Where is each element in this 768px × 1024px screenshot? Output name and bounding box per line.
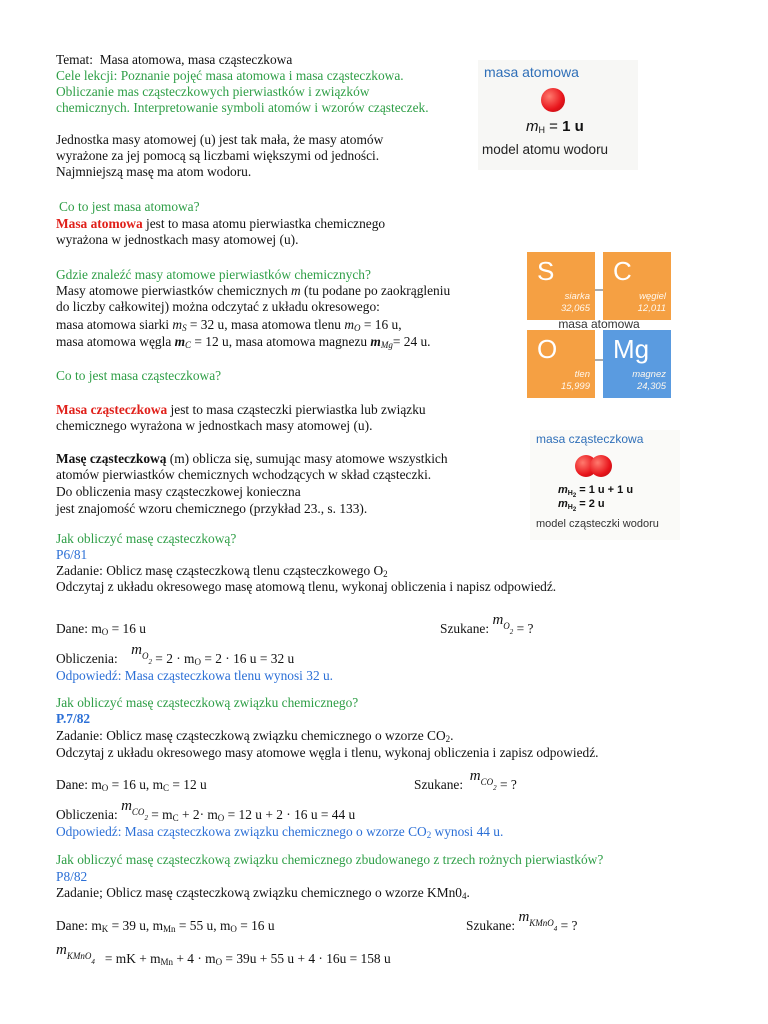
- hydrogen-atom-sphere: [541, 88, 565, 112]
- ex1-reference: P6/81: [56, 547, 88, 562]
- molecular-calc-term: Masę cząsteczkową: [56, 451, 167, 466]
- hydrogen-mass-formula: $m_H = 1$ u: [526, 118, 584, 135]
- tiles-center-label: masa atomowa: [558, 317, 640, 331]
- ex2-given: Dane: $m_O = 16$ u, $m_C = 12$ u: [56, 777, 207, 793]
- intro-line-3: Najmniejszą masę ma atom wodoru.: [56, 164, 252, 179]
- atomic-mass-definition-line-1: Masa atomowa jest to masa atomu pierwiastka chemicznego: [56, 216, 386, 231]
- figure-element-tiles: [527, 250, 671, 400]
- question-atomic-mass: Co to jest masa atomowa?: [59, 199, 200, 214]
- ex1-calculation: Obliczenia: $m_{O_2} = 2 \cdot m_O = 2 \cdot 16$ u = 32 u: [56, 642, 295, 667]
- ex2-reference: P.7/82: [56, 711, 91, 726]
- figure-hydrogen-atom: [478, 60, 638, 170]
- atomic-mass-term: Masa atomowa: [56, 216, 143, 231]
- molecular-calc-line-1: Masę cząsteczkową (m) oblicza się, sumując masy atomowe wszystkich: [56, 451, 448, 466]
- topic-label: Temat:: [56, 52, 93, 67]
- question-molecular-mass: Co to jest masa cząsteczkowa?: [56, 368, 222, 383]
- tile-oxygen: O tlen 15,999: [527, 330, 595, 398]
- tile-sulfur: S siarka 32,065: [527, 252, 595, 320]
- molecular-mass-definition-line-2: chemicznego wyrażona w jednostkach masy atomowej (u).: [56, 418, 373, 433]
- figure-hydrogen-molecule: [530, 430, 680, 540]
- ex3-calculation: $m_{KMnO_4}$ = mK + $m_{Mn} + 4 \cdot m_O = 39u + 55$ u + 4 · 16u = 158 u: [56, 942, 391, 967]
- ex1-given: Dane: $m_O = 16$ u: [56, 621, 146, 637]
- molecular-calc-line-4: jest znajomość wzoru chemicznego (przykład 23., s. 133).: [56, 501, 368, 516]
- topic-title: Masa atomowa, masa cząsteczkowa: [99, 52, 293, 67]
- where-line-sulfur-oxygen: masa atomowa siarki $m_S = 32$ u, masa atomowa tlenu $m_O = 16$ u,: [56, 317, 402, 333]
- molecular-mass-definition-line-1: Masa cząsteczkowa jest to masa cząsteczki pierwiastka lub związku: [56, 402, 426, 417]
- figure-molecule-caption: model cząsteczki wodoru: [536, 518, 659, 530]
- molecule-atom-right: [590, 455, 612, 477]
- molecule-formula-line-1: $m_{H_2} = 1$ u + 1 u: [558, 484, 634, 499]
- ex2-instruction: Odczytaj z układu okresowego masy atomowe węgla i tlenu, wykonaj obliczenia i zapisz odpowiedź.: [56, 745, 599, 760]
- figure-hydrogen-caption: model atomu wodoru: [482, 142, 609, 157]
- tile-magnesium: Mg magnez 24,305: [603, 330, 671, 398]
- where-line-1: Masy atomowe pierwiastków chemicznych m (tu podane po zaokrągleniu: [56, 283, 451, 298]
- lesson-goals-line-3: chemicznych. Interpretowanie symboli atomów i wzorów cząsteczek.: [56, 100, 429, 115]
- ex3-reference: P8/82: [56, 869, 88, 884]
- atomic-mass-definition-line-2: wyrażona w jednostkach masy atomowej (u).: [56, 232, 299, 247]
- figure-hydrogen-title: masa atomowa: [484, 64, 579, 80]
- ex1-answer: Odpowiedź: Masa cząsteczkowa tlenu wynosi 32 u.: [56, 668, 334, 683]
- ex1-task: Zadanie: Oblicz masę cząsteczkową tlenu cząsteczkowego $O_2$: [56, 563, 388, 579]
- ex2-task: Zadanie: Oblicz masę cząsteczkową związku chemicznego o wzorze $CO_2$.: [56, 728, 454, 744]
- ex3-given: Dane: $m_K = 39$ u, $m_{Mn} = 55$ u, $m_O = 16$ u: [56, 918, 275, 934]
- ex3-sought: Szukane: $m_{KMnO_4}$ = ?: [466, 909, 578, 933]
- molecular-calc-line-3: Do obliczenia masy cząsteczkowej konieczna: [56, 484, 301, 499]
- figure-molecule-title: masa cząsteczkowa: [536, 432, 644, 446]
- tile-carbon: C węgiel 12,011: [603, 252, 671, 320]
- ex2-question: Jak obliczyć masę cząsteczkową związku chemicznego?: [56, 695, 359, 710]
- ex1-question: Jak obliczyć masę cząsteczkową?: [56, 531, 237, 546]
- where-line-2: do liczby całkowitej) można odczytać z układu okresowego:: [56, 299, 380, 314]
- intro-line-2: wyrażone za jej pomocą są liczbami większymi od jedności.: [56, 148, 380, 163]
- ex3-question: Jak obliczyć masę cząsteczkową związku chemicznego zbudowanego z trzech rożnych pierwiastków?: [56, 852, 604, 867]
- lesson-goals-line-1: Cele lekcji: Poznanie pojęć masa atomowa i masa cząsteczkowa.: [56, 68, 404, 83]
- ex2-sought: Szukane: $m_{CO_2}$ = ?: [414, 768, 517, 792]
- lesson-goals-line-2: Obliczanie mas cząsteczkowych pierwiastków i związków: [56, 84, 370, 99]
- ex2-answer: Odpowiedź: Masa cząsteczkowa związku chemicznego o wzorze $CO_2$ wynosi 44 u.: [56, 824, 504, 840]
- intro-line-1: Jednostka masy atomowej (u) jest tak mała, że masy atomów: [56, 132, 384, 147]
- ex1-sought: Szukane: $m_{O_2}$ = ?: [440, 612, 534, 636]
- molecular-mass-term: Masa cząsteczkowa: [56, 402, 168, 417]
- where-line-carbon-magnesium: masa atomowa węgla $m_C = 12$ u, masa atomowa magnezu $m_{Mg}= 24$ u.: [56, 334, 431, 350]
- ex3-task: Zadanie; Oblicz masę cząsteczkową związku chemicznego o wzorze $KMn0_4$.: [56, 885, 470, 901]
- molecular-calc-line-2: atomów pierwiastków chemicznych wchodzących w skład cząsteczki.: [56, 467, 432, 482]
- ex1-instruction: Odczytaj z układu okresowego masę atomową tlenu, wykonaj obliczenia i napisz odpowiedź.: [56, 579, 557, 594]
- ex2-calculation: Obliczenia: $m_{CO_2} = m_C + 2\cdot m_O = 12$ u + 2 · 16 u = 44 u: [56, 798, 356, 823]
- question-where-to-find: Gdzie znaleźć masy atomowe pierwiastków chemicznych?: [56, 267, 371, 282]
- topic-line: [56, 52, 292, 68]
- molecule-formula-line-2: $m_{H_2} = 2$ u: [558, 498, 605, 513]
